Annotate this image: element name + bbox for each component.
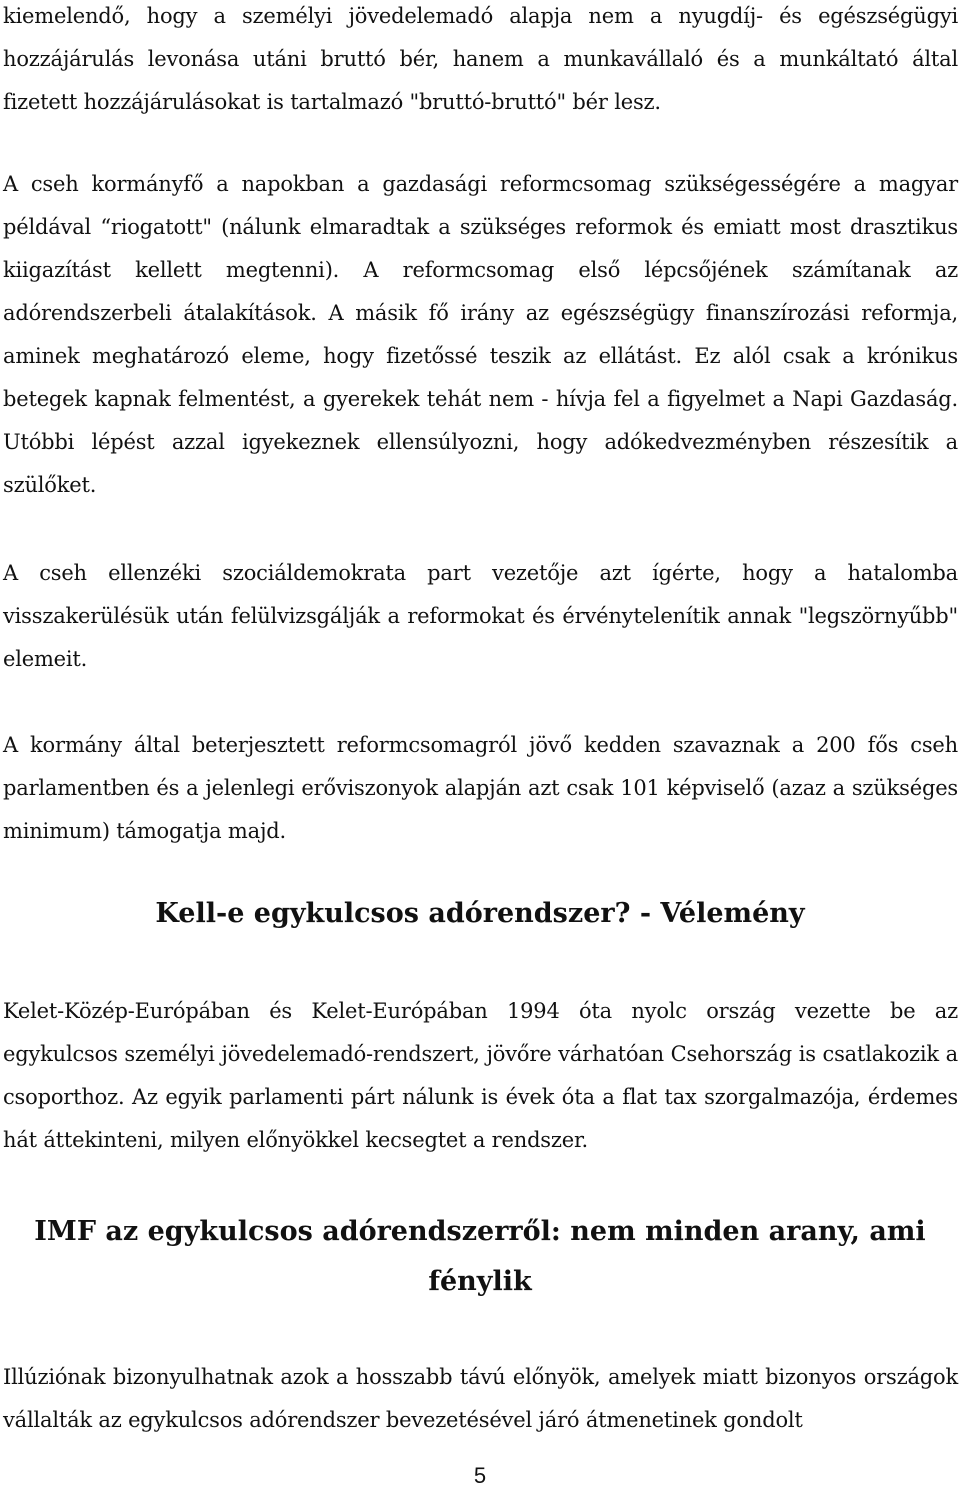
paragraph-opposition: A cseh ellenzéki szociáldemokrata part vezetője azt ígérte, hogy a hatalomba visszakerülésük után felülvizsgálják a reformokat és érvénytelenítik annak "legszörnyűbb" elemeit. [3,561,958,671]
paragraph-illusion: Illúziónak bizonyulhatnak azok a hosszabb távú előnyök, amelyek miatt bizonyos országok vállalták az egykulcsos adórendszer bevezetésével járó átmenetinek gondolt [3,1365,958,1432]
paragraph-flat-tax-region: Kelet-Közép-Európában és Kelet-Európában 1994 óta nyolc ország vezette be az egykulcsos személyi jövedelemadó-rendszert, jövőre várhatóan Csehország is csatlakozik a csoporthoz. Az egyik parlamenti párt nálunk is évek óta a flat tax szorgalmazója, érdemes hát áttekinteni, milyen előnyökkel kecsegtet a rendszer. [3,999,958,1152]
page-number: 5 [473,1463,487,1488]
heading-imf-flat-tax: IMF az egykulcsos adórendszerről: nem minden arany, ami fénylik [34,1216,926,1297]
paragraph-czech-pm-reform: A cseh kormányfő a napokban a gazdasági reformcsomag szükségességére a magyar példával “riogatott" (nálunk elmaradtak a szükséges reformok és emiatt most drasztikus kiigazítást kellett megtenni). A reformcsomag első lépcsőjének számítanak az adórendszerbeli átalakítások. A másik fő irány az egészségügy finanszírozási reformja, aminek meghatározó eleme, hogy fizetőssé teszik az ellátást. Ez alól csak a krónikus betegek kapnak felmentést, a gyerekek tehát nem - hívja fel a figyelmet a Napi Gazdaság. Utóbbi lépést azzal igyekeznek ellensúlyozni, hogy adókedvezményben részesítik a szülőket. [3,172,958,497]
paragraph-continuation: kiemelendő, hogy a személyi jövedelemadó alapja nem a nyugdíj- és egészségügyi hozzájárulás levonása utáni bruttó bér, hanem a munkavállaló és a munkáltató által fizetett hozzájárulásokat is tartalmazó "bruttó-bruttó" bér lesz. [3,4,958,114]
paragraph-parliament-vote: A kormány által beterjesztett reformcsomagról jövő kedden szavaznak a 200 fős cseh parlamentben és a jelenlegi erőviszonyok alapján azt csak 101 képviselő (azaz a szükséges minimum) támogatja majd. [3,733,958,843]
heading-flat-tax-opinion: Kell-e egykulcsos adórendszer? - Vélemény [155,898,805,929]
